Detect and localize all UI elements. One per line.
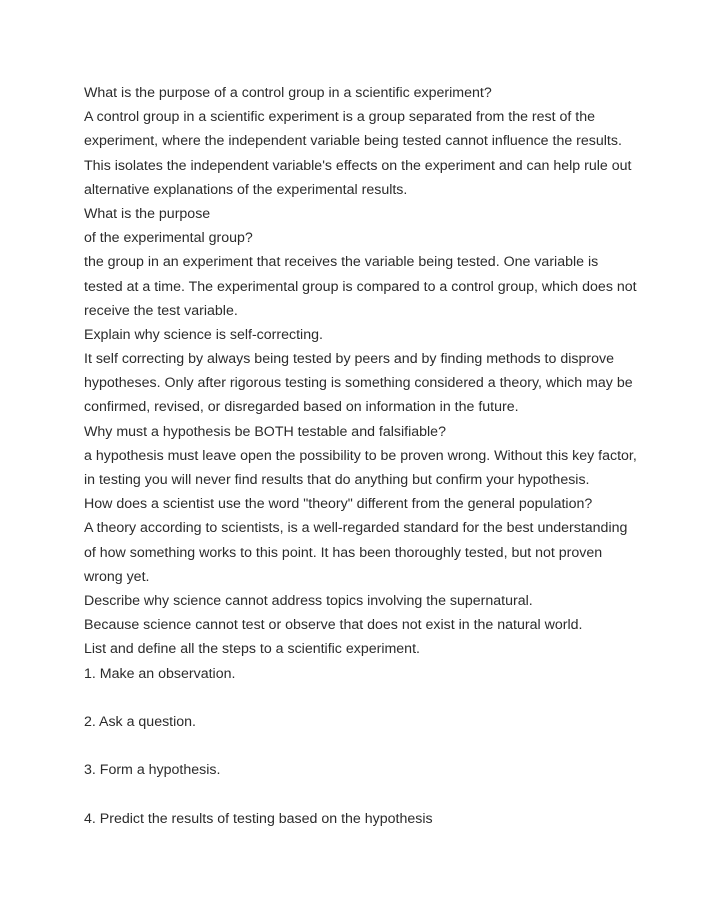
step-item: 3. Form a hypothesis.	[84, 762, 221, 779]
answer-line: a hypothesis must leave open the possibility to be proven wrong. Without this key factor,	[84, 447, 637, 464]
answer-line: A control group in a scientific experiment is a group separated from the rest of the	[84, 109, 596, 126]
question-theory: How does a scientist use the word "theory" different from the general population?	[84, 496, 593, 513]
answer-line: tested at a time. The experimental group is compared to a control group, which does not	[84, 278, 637, 295]
question-experimental-group-cont: of the experimental group?	[84, 230, 253, 247]
spacer	[84, 734, 644, 758]
answer-line: alternative explanations of the experimental results.	[84, 181, 408, 198]
answer-line: the group in an experiment that receives the variable being tested. One variable is	[84, 254, 599, 271]
question-supernatural: Describe why science cannot address topics involving the supernatural.	[84, 592, 533, 609]
answer-line: in testing you will never find results that do anything but confirm your hypothesis.	[84, 472, 590, 488]
step-item: 1. Make an observation.	[84, 665, 236, 682]
answer-line: wrong yet.	[84, 568, 150, 585]
spacer	[84, 782, 644, 806]
answer-line: receive the test variable.	[84, 302, 238, 319]
question-experimental-group: What is the purpose	[84, 205, 211, 222]
question-steps: List and define all the steps to a scientific experiment.	[84, 641, 420, 658]
step-item: 4. Predict the results of testing based on the hypothesis	[84, 810, 433, 827]
answer-line: confirmed, revised, or disregarded based on information in the future.	[84, 399, 519, 416]
question-hypothesis: Why must a hypothesis be BOTH testable and falsifiable?	[84, 423, 446, 440]
answer-line: of how something works to this point. It has been thoroughly tested, but not proven	[84, 544, 603, 561]
spacer	[84, 686, 644, 710]
question-control-group: What is the purpose of a control group in a scientific experiment?	[84, 85, 492, 101]
answer-line: This isolates the independent variable's effects on the experiment and can help rule out	[84, 157, 632, 174]
document-page	[84, 81, 644, 831]
question-self-correcting: Explain why science is self-correcting.	[84, 326, 323, 343]
answer-line: A theory according to scientists, is a well-regarded standard for the best understanding	[84, 520, 628, 537]
answer-line: It self correcting by always being tested by peers and by finding methods to disprove	[84, 351, 614, 368]
step-item: 2. Ask a question.	[84, 713, 196, 730]
answer-line: experiment, where the independent variable being tested cannot influence the results.	[84, 133, 622, 150]
answer-line: Because science cannot test or observe that does not exist in the natural world.	[84, 617, 583, 634]
answer-line: hypotheses. Only after rigorous testing is something considered a theory, which may be	[84, 375, 633, 392]
